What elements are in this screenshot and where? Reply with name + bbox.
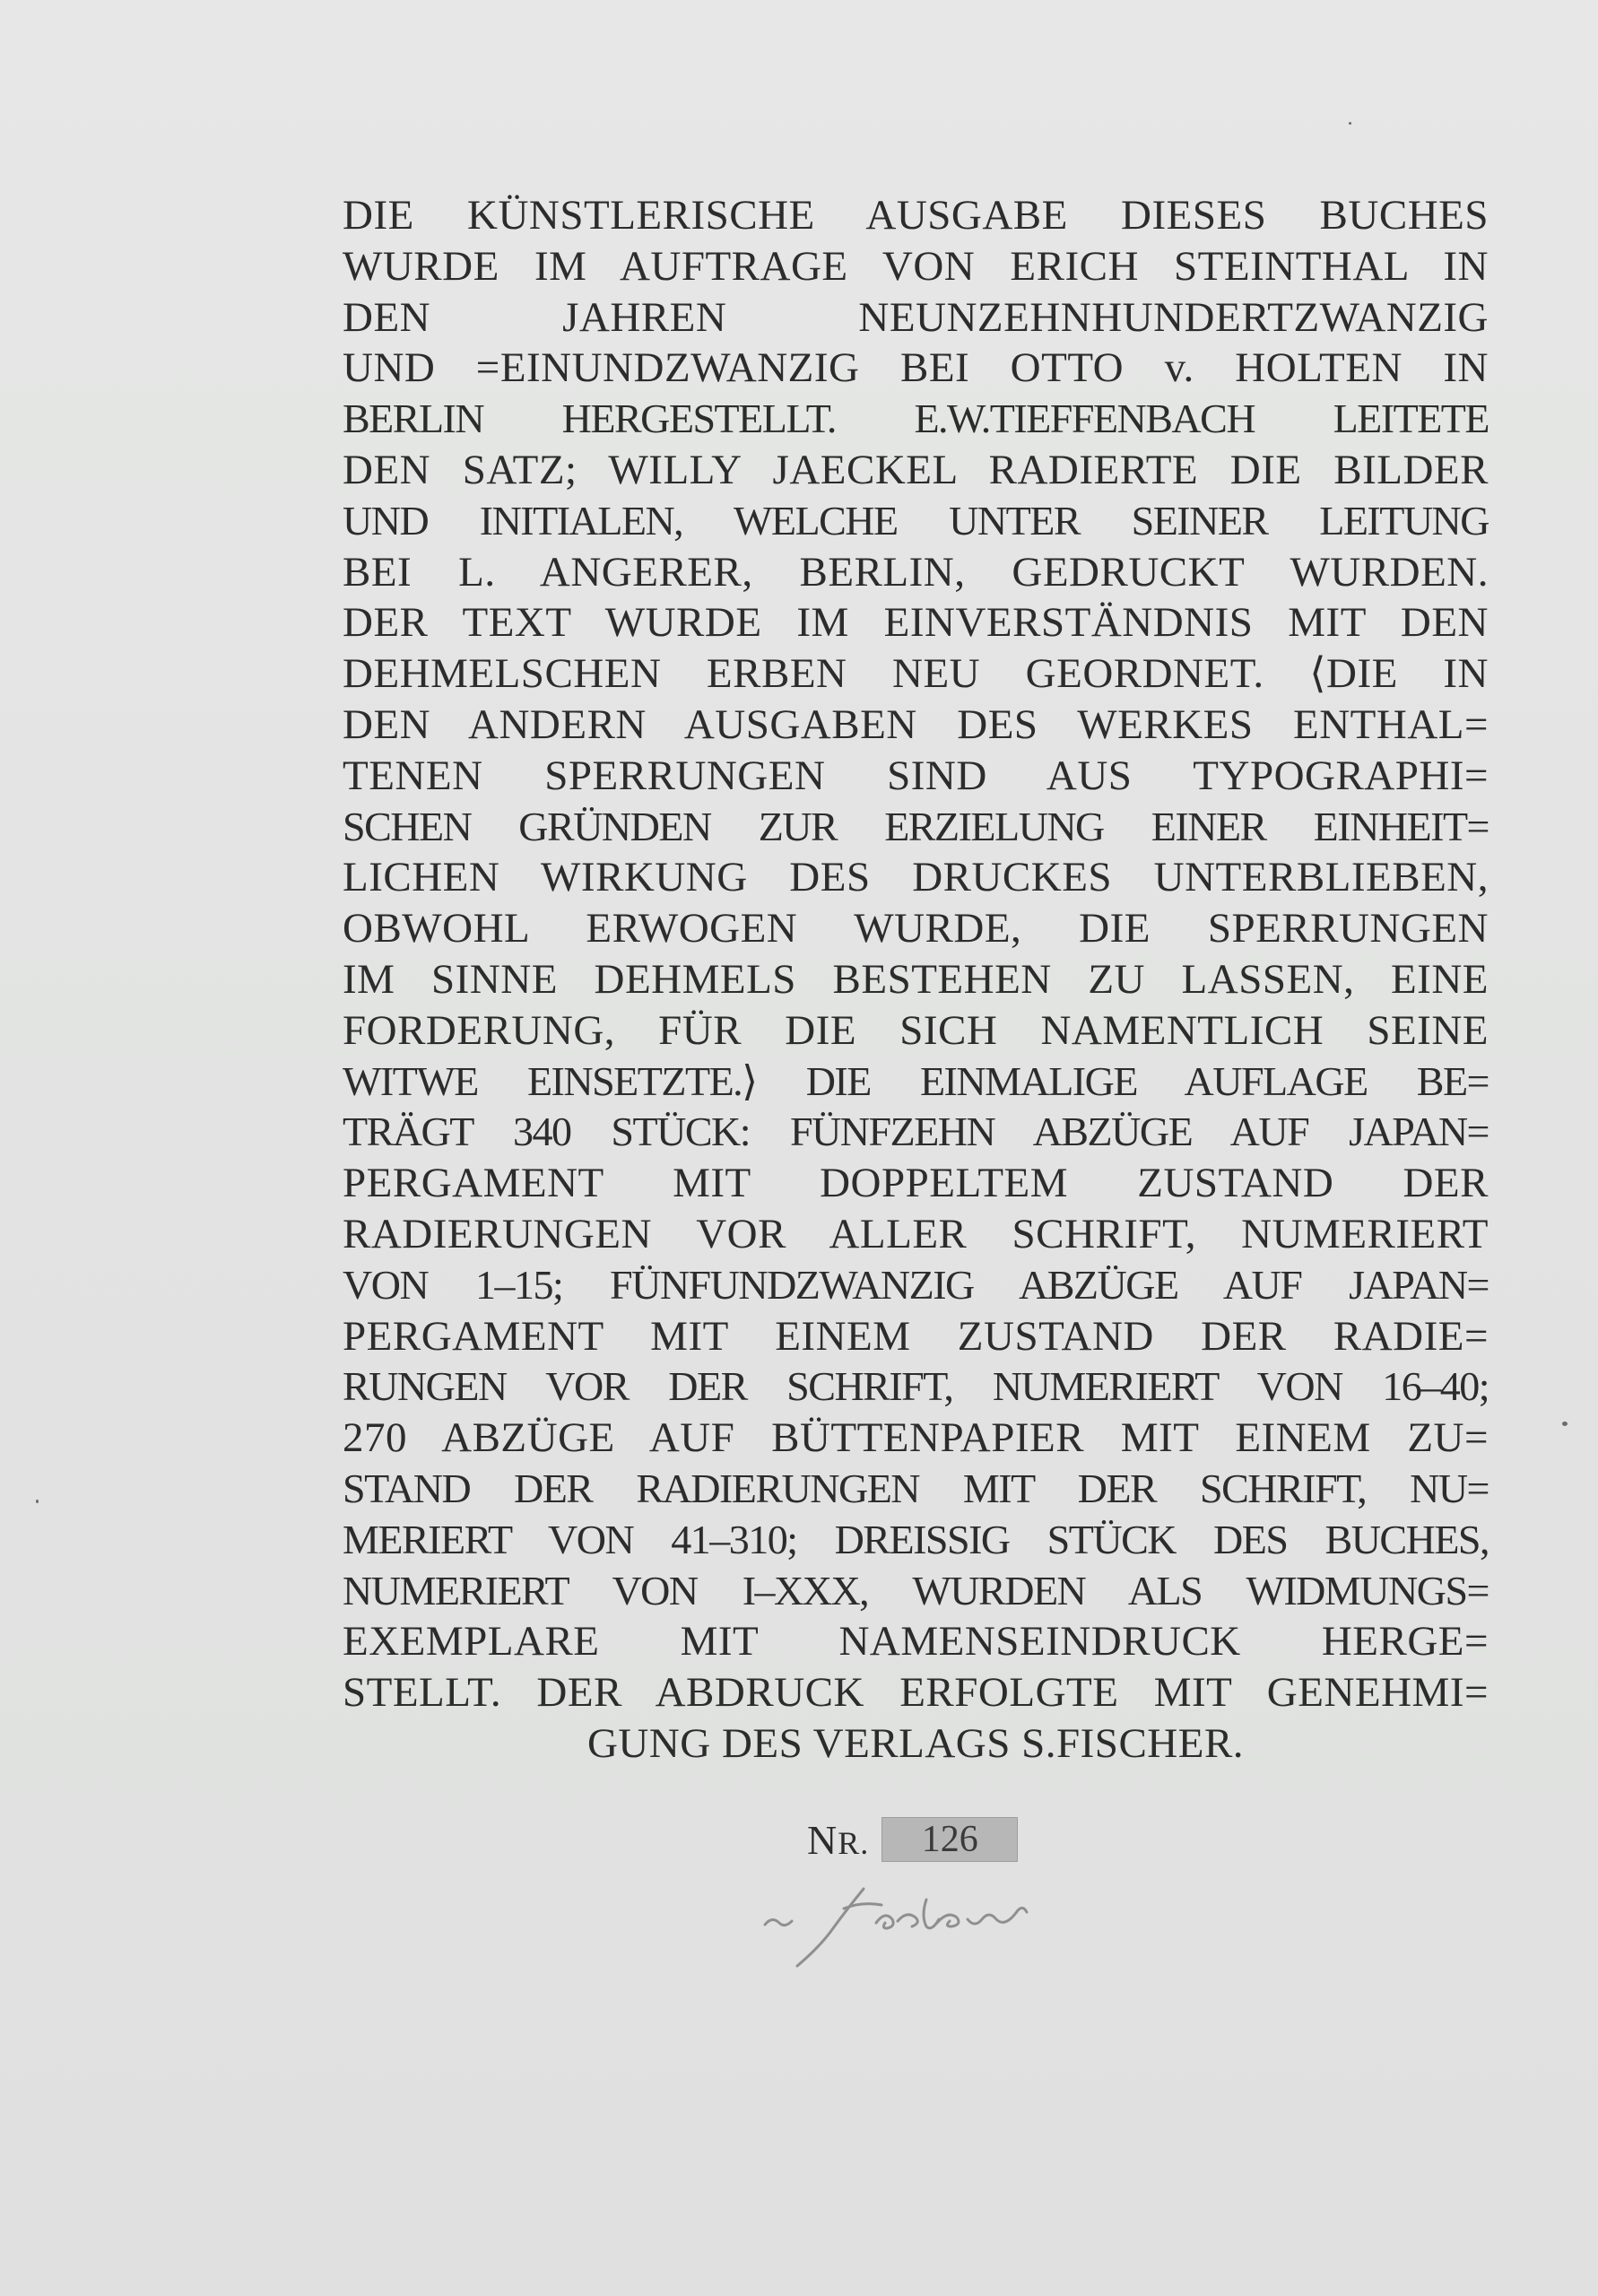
copy-number (807, 1813, 1018, 1866)
number-label-initial: N (807, 1816, 838, 1863)
colophon-line: DER TEXT WURDE IM EINVERSTÄNDNIS MIT DEN (343, 599, 1489, 647)
colophon-line: FORDERUNG, FÜR DIE SICH NAMENTLICH SEINE (343, 1006, 1489, 1054)
colophon-line: EXEMPLARE MIT NAMENSEINDRUCK HERGE= (343, 1618, 1489, 1665)
colophon-line: BERLIN HERGESTELLT. E.W.TIEFFENBACH LEITETE (343, 396, 1489, 442)
colophon-line: MERIERT VON 41–310; DREISSIG STÜCK DES BUCHES, (343, 1516, 1489, 1562)
colophon-text (343, 190, 1489, 1770)
speck (36, 1500, 39, 1503)
colophon-line: PERGAMENT MIT DOPPELTEM ZUSTAND DER (343, 1160, 1489, 1207)
signature-scribble (758, 1873, 1107, 1971)
colophon-line: 270 ABZÜGE AUF BÜTTENPAPIER MIT EINEM ZU= (343, 1414, 1489, 1462)
colophon-line: WURDE IM AUFTRAGE VON ERICH STEINTHAL IN (343, 242, 1489, 290)
colophon-line: WITWE EINSETZTE.⟩ DIE EINMALIGE AUFLAGE BE= (343, 1057, 1489, 1104)
colophon-line: RUNGEN VOR DER SCHRIFT, NUMERIERT VON 16–40; (343, 1363, 1489, 1410)
colophon-line: STELLT. DER ABDRUCK ERFOLGTE MIT GENEHMI= (343, 1669, 1489, 1717)
colophon-line: TRÄGT 340 STÜCK: FÜNFZEHN ABZÜGE AUF JAPAN= (343, 1109, 1489, 1155)
colophon-line: DEN SATZ; WILLY JAECKEL RADIERTE DIE BILDER (343, 446, 1489, 493)
colophon-line: IM SINNE DEHMELS BESTEHEN ZU LASSEN, EINE (343, 955, 1489, 1003)
colophon-line: GUNG DES VERLAGS S.FISCHER. (586, 1719, 1245, 1767)
number-value: 126 (882, 1817, 1018, 1862)
colophon-line: LICHEN WIRKUNG DES DRUCKES UNTERBLIEBEN, (343, 854, 1489, 901)
colophon-line: SCHEN GRÜNDEN ZUR ERZIELUNG EINER EINHEIT= (343, 803, 1489, 849)
colophon-line: DEN ANDERN AUSGABEN DES WERKES ENTHAL= (343, 700, 1489, 748)
colophon-line: DIE KÜNSTLERISCHE AUSGABE DIESES BUCHES (343, 192, 1489, 239)
colophon-line: STAND DER RADIERUNGEN MIT DER SCHRIFT, NU= (343, 1465, 1489, 1511)
colophon-line: OBWOHL ERWOGEN WURDE, DIE SPERRUNGEN (343, 905, 1489, 952)
colophon-line: TENEN SPERRUNGEN SIND AUS TYPOGRAPHI= (343, 752, 1489, 799)
colophon-line: DEN JAHREN NEUNZEHNHUNDERTZWANZIG (343, 293, 1489, 341)
colophon-line: DEHMELSCHEN ERBEN NEU GEORDNET. ⟨DIE IN (343, 650, 1489, 698)
colophon-line: PERGAMENT MIT EINEM ZUSTAND DER RADIE= (343, 1312, 1489, 1360)
colophon-line: UND INITIALEN, WELCHE UNTER SEINER LEITUNG (343, 497, 1489, 544)
colophon-line: UND =EINUNDZWANZIG BEI OTTO v. HOLTEN IN (343, 344, 1489, 392)
colophon-line: NUMERIERT VON I–XXX, WURDEN ALS WIDMUNGS= (343, 1567, 1489, 1613)
colophon-line: VON 1–15; FÜNFUNDZWANZIG ABZÜGE AUF JAPAN= (343, 1261, 1489, 1308)
speck (1349, 122, 1351, 125)
number-label (807, 1816, 869, 1864)
colophon-line: RADIERUNGEN VOR ALLER SCHRIFT, NUMERIERT (343, 1210, 1489, 1257)
number-label-rest: R. (838, 1824, 870, 1861)
colophon-line: BEI L. ANGERER, BERLIN, GEDRUCKT WURDEN. (343, 548, 1489, 596)
speck (1562, 1422, 1568, 1426)
